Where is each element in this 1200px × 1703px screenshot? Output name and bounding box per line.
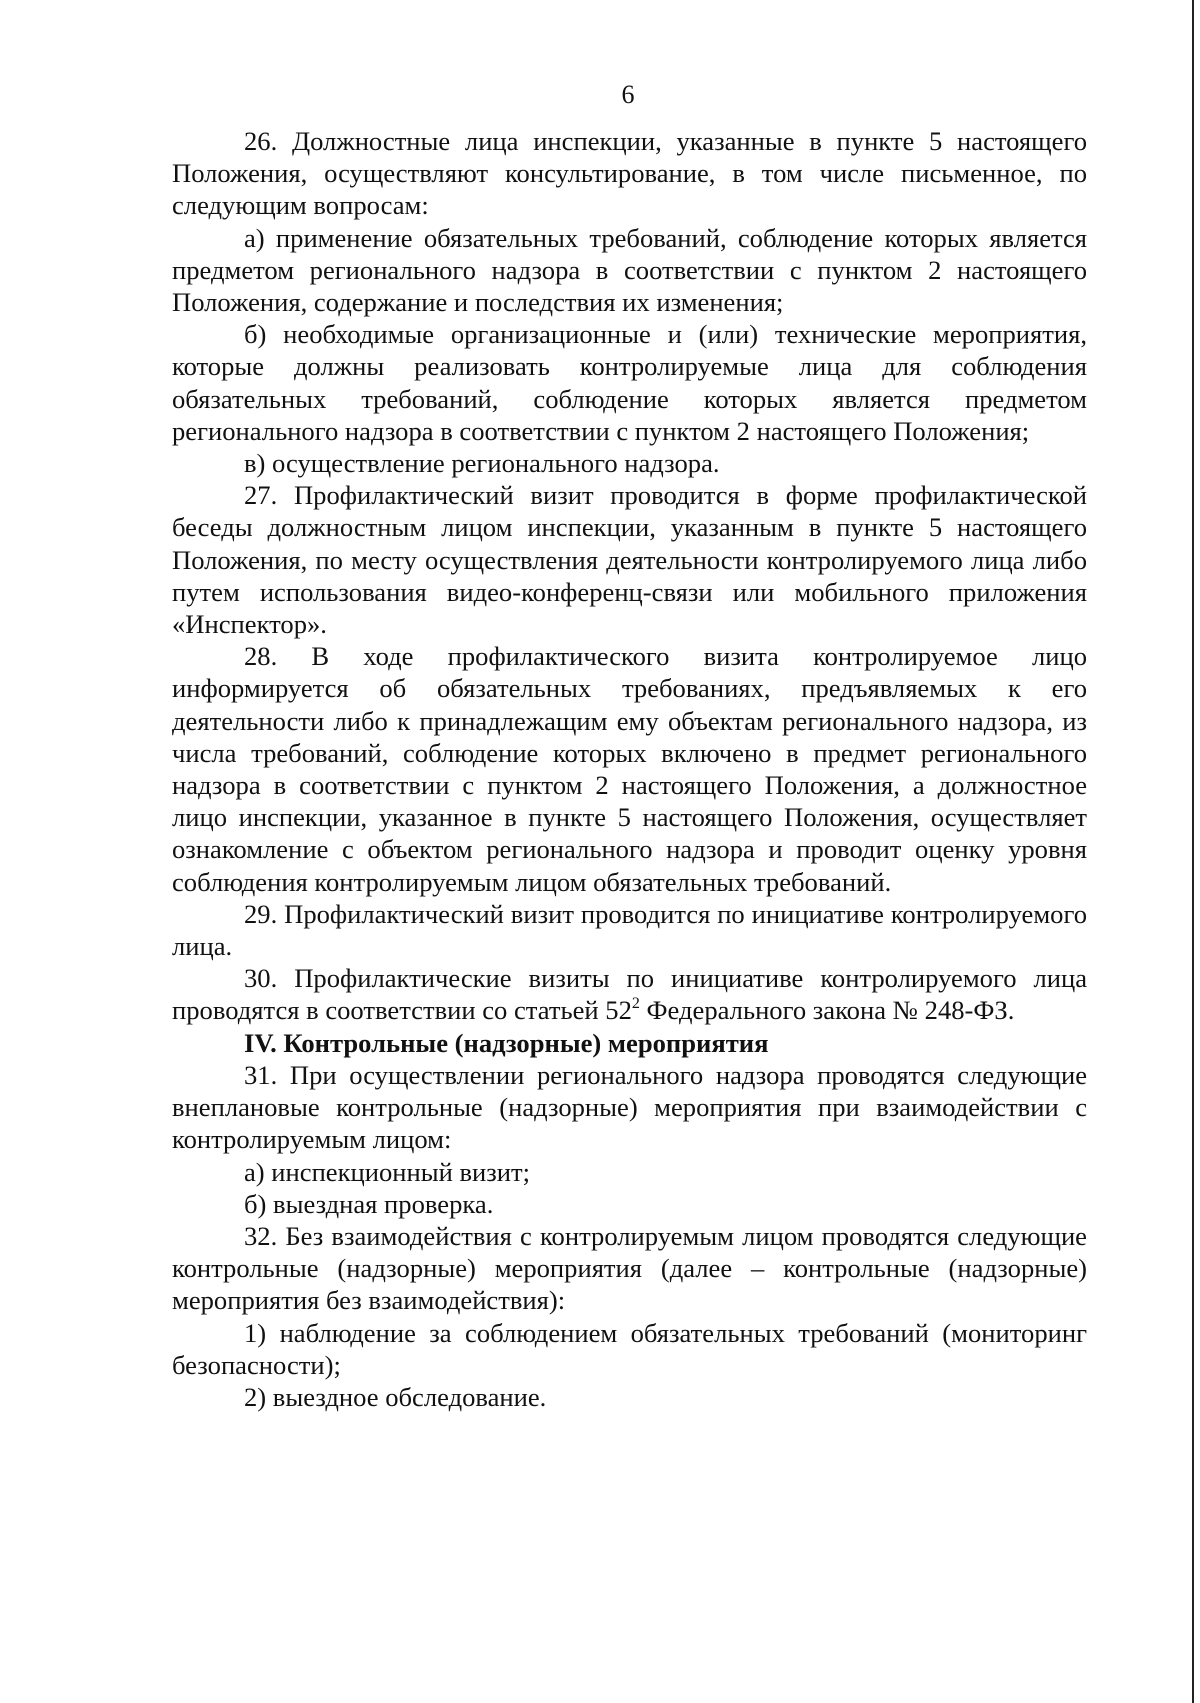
paragraph-26-a: а) применение обязательных требований, соблюдение которых является предметом регионального надзора в соответствии с пунктом 2 настоящего Положения, содержание и последствия их изменения;	[172, 222, 1087, 318]
section-heading: IV. Контрольные (надзорные) мероприятия	[244, 1027, 769, 1058]
paragraph-26-b: б) необходимые организационные и (или) технические мероприятия, которые должны реализовать контролируемые лица для соблюдения обязательных требований, соблюдение которых является предметом регионального надзора в соответствии с пунктом 2 настоящего Положения;	[172, 319, 1087, 446]
paragraph-30-text: 30. Профилактические визиты по инициативе контролируемого лица проводятся в соответствии со статьей 52	[172, 963, 1087, 1026]
article-superscript: 2	[631, 995, 640, 1013]
paragraph-31: 31. При осуществлении регионального надзора проводятся следующие внеплановые контрольные (надзорные) мероприятия при взаимодействии с контролируемым лицом:	[172, 1059, 1087, 1155]
paragraph-28: 28. В ходе профилактического визита контролируемое лицо информируется об обязательных требованиях, предъявляемых к его деятельности либо к принадлежащим ему объектам регионального надзора, из числа требований, соблюдение которых включено в предмет регионального надзора в соответствии с пунктом 2 настоящего Положения, а должностное лицо инспекции, указанное в пункте 5 настоящего Положения, осуществляет ознакомление с объектом регионального надзора и проводит оценку уровня соблюдения контролируемым лицом обязательных требований.	[172, 641, 1087, 897]
paragraph-29: 29. Профилактический визит проводится по инициативе контролируемого лица.	[172, 898, 1087, 962]
paragraph-31-a: а) инспекционный визит;	[244, 1156, 531, 1187]
paragraph-32-2: 2) выездное обследование.	[244, 1381, 547, 1412]
paragraph-27: 27. Профилактический визит проводится в форме профилактической беседы должностным лицом инспекции, указанным в пункте 5 настоящего Положения, по месту осуществления деятельности контролируемого лица либо путем использования видео-конференц-связи или мобильного приложения «Инспектор».	[172, 480, 1087, 640]
paragraph-26-v: в) осуществление регионального надзора.	[244, 448, 720, 479]
paragraph-32: 32. Без взаимодействия с контролируемым лицом проводятся следующие контрольные (надзорные) мероприятия (далее – контрольные (надзорные) мероприятия без взаимодействия):	[172, 1220, 1087, 1316]
paragraph-32-1: 1) наблюдение за соблюдением обязательных требований (мониторинг безопасности);	[172, 1317, 1087, 1380]
paragraph-30-tail: Федерального закона № 248-ФЗ.	[639, 995, 1015, 1026]
paragraph-31-b: б) выездная проверка.	[244, 1188, 494, 1219]
scan-edge-line	[1192, 0, 1194, 1703]
document-body	[172, 125, 1087, 1413]
paragraph-26: 26. Должностные лица инспекции, указанные в пункте 5 настоящего Положения, осуществляют консультирование, в том числе письменное, по следующим вопросам:	[172, 126, 1087, 221]
paragraph-30	[172, 962, 1087, 1026]
page-number: 6	[621, 80, 635, 109]
